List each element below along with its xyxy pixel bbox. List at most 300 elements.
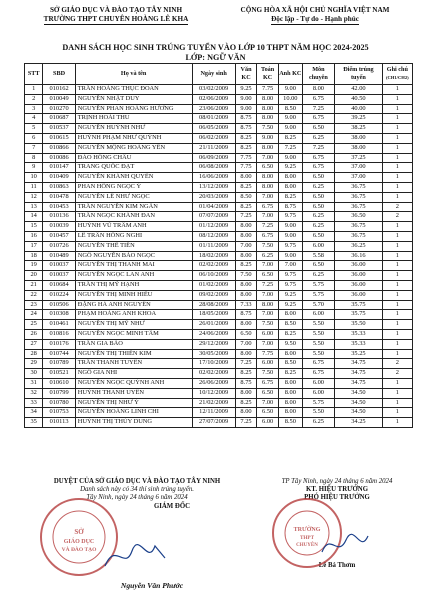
cell-toan: 7.00 <box>257 398 279 408</box>
cell-anh: 9.75 <box>278 271 302 281</box>
cell-diem: 34.75 <box>335 359 383 369</box>
cell-dob: 08/12/2009 <box>192 231 235 241</box>
cell-diem: 34.25 <box>335 418 383 428</box>
cell-name: PHẠM HOÀNG ANH KHOA <box>75 310 192 320</box>
cell-toan: 7.50 <box>257 241 279 251</box>
cell-anh: 8.25 <box>278 133 302 143</box>
cell-diem: 35.33 <box>335 339 383 349</box>
cell-anh: 8.00 <box>278 349 302 359</box>
table-row <box>25 418 413 428</box>
cell-diem: 35.75 <box>335 310 383 320</box>
cell-chuyen: 7.25 <box>302 104 334 114</box>
cell-toan: 8.00 <box>257 143 279 153</box>
cell-toan: 6.75 <box>257 231 279 241</box>
cell-toan: 8.00 <box>257 173 279 183</box>
cell-van: 7.50 <box>235 271 257 281</box>
cell-name: NGUYỄN THẾ TIẾN <box>75 241 192 251</box>
cell-chuyen: 6.75 <box>302 163 334 173</box>
cell-dob: 03/02/2009 <box>192 85 235 95</box>
cell-diem: 40.00 <box>335 104 383 114</box>
cell-dob: 13/12/2009 <box>192 182 235 192</box>
cell-diem: 34.50 <box>335 398 383 408</box>
cell-chuyen: 6.00 <box>302 310 334 320</box>
motto: Độc lập - Tự do - Hạnh phúc <box>271 15 359 23</box>
cell-van: 7.75 <box>235 163 257 173</box>
cell-note: 2 <box>382 202 412 212</box>
table-row <box>25 290 413 300</box>
table-row <box>25 339 413 349</box>
table-row <box>25 310 413 320</box>
table-row <box>25 153 413 163</box>
cell-toan: 7.50 <box>257 369 279 379</box>
cell-van: 9.00 <box>235 94 257 104</box>
cell-note: 1 <box>382 329 412 339</box>
cell-diem: 37.25 <box>335 153 383 163</box>
svg-text:GIÁO DỤC: GIÁO DỤC <box>63 539 95 545</box>
cell-toan: 8.00 <box>257 114 279 124</box>
cell-note: 1 <box>382 124 412 134</box>
cell-note: 1 <box>382 378 412 388</box>
cell-toan: 7.25 <box>257 280 279 290</box>
cell-stt: 32 <box>25 388 43 398</box>
approval-count-note: Danh sách này có 34 thí sinh trúng tuyển. <box>80 486 194 493</box>
cell-anh: 9.50 <box>278 339 302 349</box>
cell-note: 1 <box>382 222 412 232</box>
signature-section <box>0 478 431 600</box>
cell-diem: 36.00 <box>335 271 383 281</box>
cell-toan: 6.50 <box>257 271 279 281</box>
cell-chuyen: 6.75 <box>302 153 334 163</box>
cell-name: LÊ TRẦN HỒNG NGHI <box>75 231 192 241</box>
cell-anh: 9.75 <box>278 212 302 222</box>
cell-dob: 30/05/2009 <box>192 349 235 359</box>
cell-chuyen: 5.70 <box>302 300 334 310</box>
col-chuyen: Môn chuyên <box>302 64 334 85</box>
cell-diem: 34.50 <box>335 408 383 418</box>
cell-diem: 35.25 <box>335 349 383 359</box>
cell-stt: 23 <box>25 300 43 310</box>
cell-sbd: 010615 <box>43 133 75 143</box>
approval-signer: Nguyễn Văn Phước <box>120 581 184 590</box>
cell-toan: 9.00 <box>257 133 279 143</box>
cell-anh: 8.75 <box>278 202 302 212</box>
cell-diem: 36.75 <box>335 192 383 202</box>
cell-anh: 9.00 <box>278 114 302 124</box>
col-sbd: SBD <box>43 64 75 85</box>
table-row <box>25 388 413 398</box>
cell-stt: 13 <box>25 202 43 212</box>
cell-diem: 34.50 <box>335 388 383 398</box>
cell-chuyen: 6.25 <box>302 222 334 232</box>
cell-anh: 9.00 <box>278 85 302 95</box>
cell-sbd: 010224 <box>43 290 75 300</box>
cell-stt: 12 <box>25 192 43 202</box>
cell-anh: 8.50 <box>278 359 302 369</box>
cell-chuyen: 6.25 <box>302 182 334 192</box>
cell-anh: 8.00 <box>278 310 302 320</box>
director-signature <box>100 536 170 576</box>
table-row <box>25 143 413 153</box>
cell-van: 9.00 <box>235 104 257 114</box>
cell-diem: 36.00 <box>335 280 383 290</box>
cell-name: HUỲNH VŨ TRÂM ANH <box>75 222 192 232</box>
cell-chuyen: 6.50 <box>302 202 334 212</box>
cell-van: 8.00 <box>235 251 257 261</box>
cell-stt: 19 <box>25 261 43 271</box>
cell-van: 8.00 <box>235 408 257 418</box>
cell-sbd: 010506 <box>43 300 75 310</box>
cell-name: NGUYỄN MỘNG HOÀNG YẾN <box>75 143 192 153</box>
cell-name: TRỊNH HOÀI THU <box>75 114 192 124</box>
document-header <box>0 6 431 40</box>
svg-text:TRƯỜNG: TRƯỜNG <box>293 527 321 533</box>
cell-chuyen: 5.75 <box>302 290 334 300</box>
cell-dob: 06/09/2009 <box>192 153 235 163</box>
cell-van: 8.00 <box>235 320 257 330</box>
cell-van: 7.33 <box>235 300 257 310</box>
cell-note: 2 <box>382 369 412 379</box>
approval-heading: DUYỆT CỦA SỞ GIÁO DỤC VÀ ĐÀO TẠO TÂY NINH <box>53 478 221 485</box>
cell-sbd: 010136 <box>43 212 75 222</box>
cell-dob: 24/06/2009 <box>192 329 235 339</box>
cell-anh: 9.00 <box>278 251 302 261</box>
cell-anh: 8.00 <box>278 182 302 192</box>
cell-dob: 01/11/2009 <box>192 241 235 251</box>
cell-stt: 25 <box>25 320 43 330</box>
table-row <box>25 241 413 251</box>
cell-dob: 06/05/2009 <box>192 124 235 134</box>
col-toan: Toán KC <box>257 64 279 85</box>
department-name: SỞ GIÁO DỤC VÀ ĐÀO TẠO TÂY NINH <box>49 6 183 14</box>
cell-sbd: 010461 <box>43 320 75 330</box>
cell-chuyen: 6.50 <box>302 124 334 134</box>
cell-van: 8.25 <box>235 182 257 192</box>
svg-text:THPT: THPT <box>299 535 315 541</box>
cell-van: 8.00 <box>235 290 257 300</box>
cell-toan: 7.00 <box>257 261 279 271</box>
cell-name: NGUYỄN THỊ MINH HIẾU <box>75 290 192 300</box>
table-row <box>25 114 413 124</box>
cell-anh: 8.50 <box>278 104 302 114</box>
table-row <box>25 378 413 388</box>
cell-note: 1 <box>382 320 412 330</box>
cell-note: 1 <box>382 153 412 163</box>
cell-sbd: 010744 <box>43 349 75 359</box>
cell-chuyen: 5.50 <box>302 349 334 359</box>
cell-name: NGUYỄN THỊ THANH MAI <box>75 261 192 271</box>
cell-name: ĐÀO HỒNG CHÂU <box>75 153 192 163</box>
cell-stt: 18 <box>25 251 43 261</box>
cell-anh: 7.00 <box>278 261 302 271</box>
cell-toan: 6.00 <box>257 359 279 369</box>
document-title: DANH SÁCH HỌC SINH TRÚNG TUYỂN VÀO LỚP 10 THPT NĂM HỌC 2024-2025 <box>62 43 369 52</box>
cell-note: 1 <box>382 398 412 408</box>
cell-toan: 7.00 <box>257 153 279 163</box>
table-row <box>25 280 413 290</box>
cell-diem: 36.25 <box>335 241 383 251</box>
cell-stt: 11 <box>25 182 43 192</box>
cell-toan: 8.00 <box>257 300 279 310</box>
cell-diem: 40.50 <box>335 94 383 104</box>
svg-text:SỞ: SỞ <box>74 528 84 536</box>
cell-dob: 01/02/2009 <box>192 280 235 290</box>
cell-dob: 10/12/2009 <box>192 388 235 398</box>
cell-anh: 9.00 <box>278 153 302 163</box>
cell-dob: 06/10/2009 <box>192 271 235 281</box>
table-row <box>25 408 413 418</box>
cell-note: 1 <box>382 280 412 290</box>
cell-name: NGUYỄN NGỌC QUỲNH ANH <box>75 378 192 388</box>
cell-chuyen: 6.75 <box>302 359 334 369</box>
cell-toan: 7.50 <box>257 320 279 330</box>
cell-name: NGUYỄN HOÀNG LINH CHI <box>75 408 192 418</box>
cell-toan: 6.75 <box>257 378 279 388</box>
cell-sbd: 010780 <box>43 398 75 408</box>
cell-stt: 20 <box>25 271 43 281</box>
cell-van: 7.25 <box>235 359 257 369</box>
cell-sbd: 010863 <box>43 182 75 192</box>
cell-toan: 7.00 <box>257 310 279 320</box>
table-row <box>25 271 413 281</box>
cell-anh: 8.00 <box>278 173 302 183</box>
table-row <box>25 369 413 379</box>
table-row <box>25 173 413 183</box>
cell-sbd: 010866 <box>43 143 75 153</box>
cell-anh: 9.00 <box>278 231 302 241</box>
cell-sbd: 010037 <box>43 271 75 281</box>
cell-van: 7.75 <box>235 153 257 163</box>
cell-toan: 7.75 <box>257 349 279 359</box>
table-row <box>25 222 413 232</box>
cell-note: 1 <box>382 173 412 183</box>
cell-chuyen: 5.50 <box>302 320 334 330</box>
cell-chuyen: 6.75 <box>302 114 334 124</box>
cell-dob: 21/11/2009 <box>192 143 235 153</box>
cell-stt: 8 <box>25 153 43 163</box>
cell-stt: 21 <box>25 280 43 290</box>
cell-note: 1 <box>382 94 412 104</box>
cell-toan: 8.00 <box>257 94 279 104</box>
cell-van: 8.00 <box>235 231 257 241</box>
cell-chuyen: 5.50 <box>302 339 334 349</box>
cell-sbd: 010521 <box>43 369 75 379</box>
table-row <box>25 320 413 330</box>
cell-chuyen: 5.75 <box>302 280 334 290</box>
cell-dob: 02/06/2009 <box>192 94 235 104</box>
cell-van: 7.00 <box>235 241 257 251</box>
cell-stt: 26 <box>25 329 43 339</box>
cell-dob: 18/02/2009 <box>192 251 235 261</box>
cell-name: HUỲNH PHẠM NHƯ QUỲNH <box>75 133 192 143</box>
cell-note: 1 <box>382 408 412 418</box>
cell-stt: 9 <box>25 163 43 173</box>
cell-stt: 34 <box>25 408 43 418</box>
cell-chuyen: 5.75 <box>302 398 334 408</box>
cell-note: 1 <box>382 104 412 114</box>
cell-stt: 24 <box>25 310 43 320</box>
cell-toan: 6.50 <box>257 408 279 418</box>
cell-anh: 8.50 <box>278 320 302 330</box>
cell-chuyen: 6.25 <box>302 418 334 428</box>
table-row <box>25 192 413 202</box>
cell-diem: 35.75 <box>335 300 383 310</box>
cell-name: NGUYỄN PHAN HOÀNG HƯƠNG <box>75 104 192 114</box>
cell-dob: 23/06/2009 <box>192 104 235 114</box>
cell-sbd: 010176 <box>43 339 75 349</box>
cell-anh: 10.00 <box>278 94 302 104</box>
table-row <box>25 349 413 359</box>
cell-note: 1 <box>382 310 412 320</box>
table-row <box>25 300 413 310</box>
cell-note: 1 <box>382 349 412 359</box>
cell-diem: 38.25 <box>335 124 383 134</box>
cell-chuyen: 6.25 <box>302 212 334 222</box>
cell-dob: 18/05/2009 <box>192 310 235 320</box>
table-row <box>25 212 413 222</box>
cell-diem: 37.00 <box>335 173 383 183</box>
cell-toan: 6.50 <box>257 388 279 398</box>
cell-diem: 37.00 <box>335 163 383 173</box>
cell-anh: 8.00 <box>278 388 302 398</box>
cell-note: 2 <box>382 212 412 222</box>
cell-name: TRẦN NGUYỄN KIM NGÂN <box>75 202 192 212</box>
cell-diem: 34.75 <box>335 369 383 379</box>
cell-sbd: 010684 <box>43 280 75 290</box>
cell-stt: 3 <box>25 104 43 114</box>
cell-name: NGUYỄN THỊ THIÊN KIM <box>75 349 192 359</box>
cell-sbd: 010147 <box>43 163 75 173</box>
cell-stt: 16 <box>25 231 43 241</box>
cell-stt: 27 <box>25 339 43 349</box>
cell-note: 1 <box>382 300 412 310</box>
cell-dob: 16/06/2009 <box>192 173 235 183</box>
cell-dob: 27/07/2009 <box>192 418 235 428</box>
cell-chuyen: 6.00 <box>302 378 334 388</box>
cell-chuyen: 8.00 <box>302 85 334 95</box>
cell-sbd: 010610 <box>43 378 75 388</box>
cell-name: NGUYỄN THỊ MỸ NHƯ <box>75 320 192 330</box>
cell-name: NGUYỄN NGỌC LAN ANH <box>75 271 192 281</box>
cell-anh: 8.25 <box>278 369 302 379</box>
cell-stt: 28 <box>25 349 43 359</box>
cell-name: NGUYỄN HUỲNH NHƯ <box>75 124 192 134</box>
cell-van: 8.00 <box>235 222 257 232</box>
cell-toan: 8.00 <box>257 182 279 192</box>
col-diem: Điểm trúng tuyển <box>335 64 383 85</box>
table-row <box>25 398 413 408</box>
cell-chuyen: 6.00 <box>302 388 334 398</box>
cell-name: TRẦN THANH TUYỀN <box>75 359 192 369</box>
principal-title: KT. HIỆU TRƯỞNG <box>306 486 368 493</box>
cell-stt: 31 <box>25 378 43 388</box>
cell-sbd: 010453 <box>43 202 75 212</box>
table-row <box>25 202 413 212</box>
cell-stt: 33 <box>25 398 43 408</box>
cell-van: 7.25 <box>235 212 257 222</box>
cell-toan: 7.25 <box>257 222 279 232</box>
cell-note: 1 <box>382 418 412 428</box>
cell-anh: 9.00 <box>278 124 302 134</box>
svg-text:VÀ ĐÀO TẠO: VÀ ĐÀO TẠO <box>61 547 97 553</box>
cell-name: NGUYỄN NGỌC MINH TÂM <box>75 329 192 339</box>
cell-note: 1 <box>382 388 412 398</box>
cell-sbd: 010799 <box>43 388 75 398</box>
vice-principal-title: PHÓ HIỆU TRƯỞNG <box>304 494 370 501</box>
cell-anh: 9.75 <box>278 241 302 251</box>
cell-chuyen: 6.50 <box>302 192 334 202</box>
country-name: CỘNG HÒA XÃ HỘI CHỦ NGHĨA VIỆT NAM <box>240 6 390 14</box>
cell-dob: 06/08/2009 <box>192 163 235 173</box>
cell-diem: 35.50 <box>335 320 383 330</box>
cell-diem: 38.00 <box>335 143 383 153</box>
cell-diem: 42.00 <box>335 85 383 95</box>
cell-van: 8.75 <box>235 124 257 134</box>
cell-chuyen: 6.25 <box>302 133 334 143</box>
cell-toan: 7.00 <box>257 212 279 222</box>
cell-name: NGÔ NGUYỄN BẢO NGỌC <box>75 251 192 261</box>
cell-van: 8.00 <box>235 173 257 183</box>
cell-toan: 7.75 <box>257 85 279 95</box>
cell-sbd: 010162 <box>43 85 75 95</box>
cell-anh: 9.25 <box>278 163 302 173</box>
cell-toan: 6.00 <box>257 329 279 339</box>
cell-note: 1 <box>382 251 412 261</box>
cell-anh: 8.00 <box>278 378 302 388</box>
cell-note: 2 <box>382 359 412 369</box>
col-anh: Anh KC <box>278 64 302 85</box>
cell-van: 8.25 <box>235 143 257 153</box>
cell-sbd: 010457 <box>43 231 75 241</box>
cell-note: 1 <box>382 133 412 143</box>
svg-text:CHUYÊN: CHUYÊN <box>296 543 318 548</box>
cell-note: 1 <box>382 192 412 202</box>
cell-diem: 36.75 <box>335 182 383 192</box>
cell-diem: 36.75 <box>335 231 383 241</box>
cell-sbd: 010409 <box>43 173 75 183</box>
cell-toan: 6.75 <box>257 202 279 212</box>
cell-anh: 8.00 <box>278 408 302 418</box>
cell-sbd: 010113 <box>43 418 75 428</box>
cell-van: 8.75 <box>235 114 257 124</box>
cell-name: TRẦN GIA BẢO <box>75 339 192 349</box>
cell-note: 1 <box>382 114 412 124</box>
cell-note: 1 <box>382 143 412 153</box>
cell-stt: 30 <box>25 369 43 379</box>
cell-sbd: 010753 <box>43 408 75 418</box>
cell-anh: 8.00 <box>278 398 302 408</box>
cell-chuyen: 6.50 <box>302 231 334 241</box>
cell-dob: 26/06/2009 <box>192 378 235 388</box>
cell-van: 7.00 <box>235 339 257 349</box>
cell-diem: 36.75 <box>335 202 383 212</box>
cell-dob: 12/11/2009 <box>192 408 235 418</box>
cell-anh: 8.50 <box>278 418 302 428</box>
cell-dob: 20/03/2009 <box>192 192 235 202</box>
cell-diem: 38.00 <box>335 133 383 143</box>
cell-diem: 36.00 <box>335 290 383 300</box>
cell-dob: 08/01/2009 <box>192 114 235 124</box>
cell-sbd: 010537 <box>43 124 75 134</box>
cell-toan: 7.00 <box>257 290 279 300</box>
cell-chuyen: 5.58 <box>302 251 334 261</box>
cell-name: HUỲNH THỊ THÙY DUNG <box>75 418 192 428</box>
issuer-block <box>26 6 206 25</box>
cell-van: 9.25 <box>235 85 257 95</box>
cell-stt: 15 <box>25 222 43 232</box>
cell-stt: 17 <box>25 241 43 251</box>
cell-van: 8.75 <box>235 310 257 320</box>
cell-van: 8.25 <box>235 261 257 271</box>
